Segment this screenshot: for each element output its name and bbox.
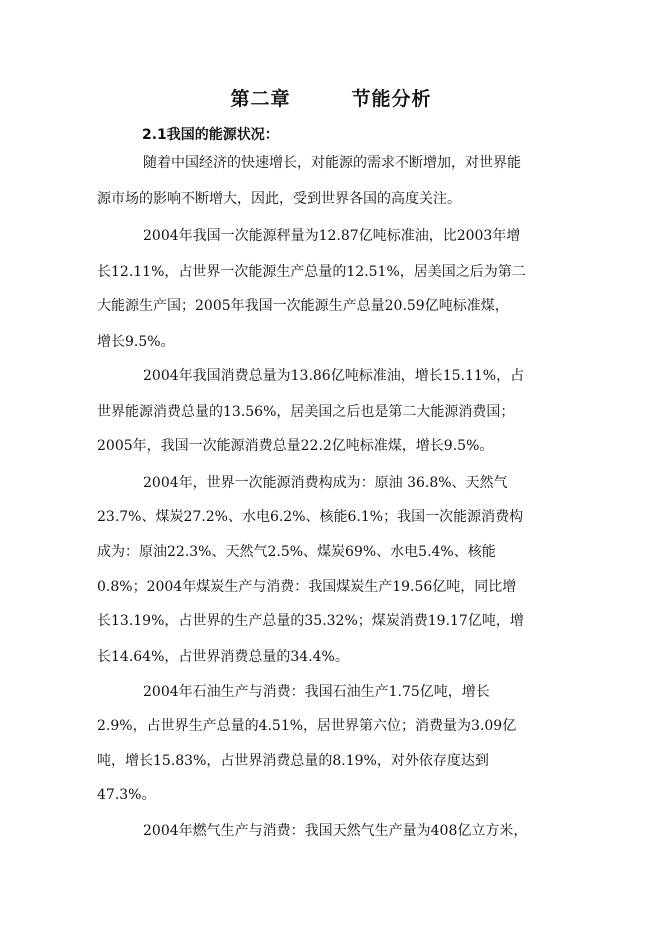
paragraph-line: 增长9.5%。	[97, 334, 175, 350]
paragraph-line: 2004年燃气生产与消费：我国天然气生产量为408亿立方米，	[143, 823, 528, 839]
paragraph-line: 大能源生产国；2005年我国一次能源生产总量20.59亿吨标准煤，	[97, 298, 509, 314]
paragraph-line: 吨，增长15.83%，占世界消费总量的8.19%，对外依存度达到	[97, 753, 489, 769]
paragraph-line: 2004年，世界一次能源消费构成为：原油 36.8%、天然气	[143, 475, 508, 491]
paragraph-line: 2004年石油生产与消费：我国石油生产1.75亿吨，增长	[143, 684, 490, 700]
paragraph-line: 23.7%、煤炭27.2%、水电6.2%、核能6.1%；我国一次能源消费构	[97, 509, 524, 525]
paragraph-line: 2.9%，占世界生产总量的4.51%，居世界第六位；消费量为3.09亿	[97, 718, 517, 734]
paragraph-line: 2005年，我国一次能源消费总量22.2亿吨标准煤，增长9.5%。	[97, 438, 494, 454]
paragraph-line: 长14.64%，占世界消费总量的34.4%。	[97, 649, 349, 665]
paragraph-line: 长12.11%，占世界一次能源生产总量的12.51%，居美国之后为第二	[97, 264, 526, 280]
paragraph-line: 2004年我国消费总量为13.86亿吨标准油，增长15.11%，占	[143, 368, 525, 384]
paragraph-line: 长13.19%，占世界的生产总量的35.32%；煤炭消费19.17亿吨，增	[97, 613, 524, 629]
paragraph-line: 成为：原油22.3%、天然气2.5%、煤炭69%、水电5.4%、核能	[97, 544, 496, 560]
chapter-title: 第二章 节能分析	[230, 88, 432, 110]
paragraph-line: 随着中国经济的快速增长，对能源的需求不断增加，对世界能	[143, 155, 521, 171]
paragraph-line: 47.3%。	[97, 787, 156, 803]
paragraph-line: 2004年我国一次能源秤量为12.87亿吨标准油，比2003年增	[143, 228, 521, 244]
paragraph-line: 世界能源消费总量的13.56%，居美国之后也是第二大能源消费国；	[97, 404, 515, 420]
section-title: 2.1我国的能源状况：	[142, 127, 279, 143]
paragraph-line: 0.8%；2004年煤炭生产与消费：我国煤炭生产19.56亿吨，同比增	[97, 579, 517, 595]
paragraph-line: 源市场的影响不断增大，因此，受到世界各国的高度关注。	[97, 191, 461, 207]
